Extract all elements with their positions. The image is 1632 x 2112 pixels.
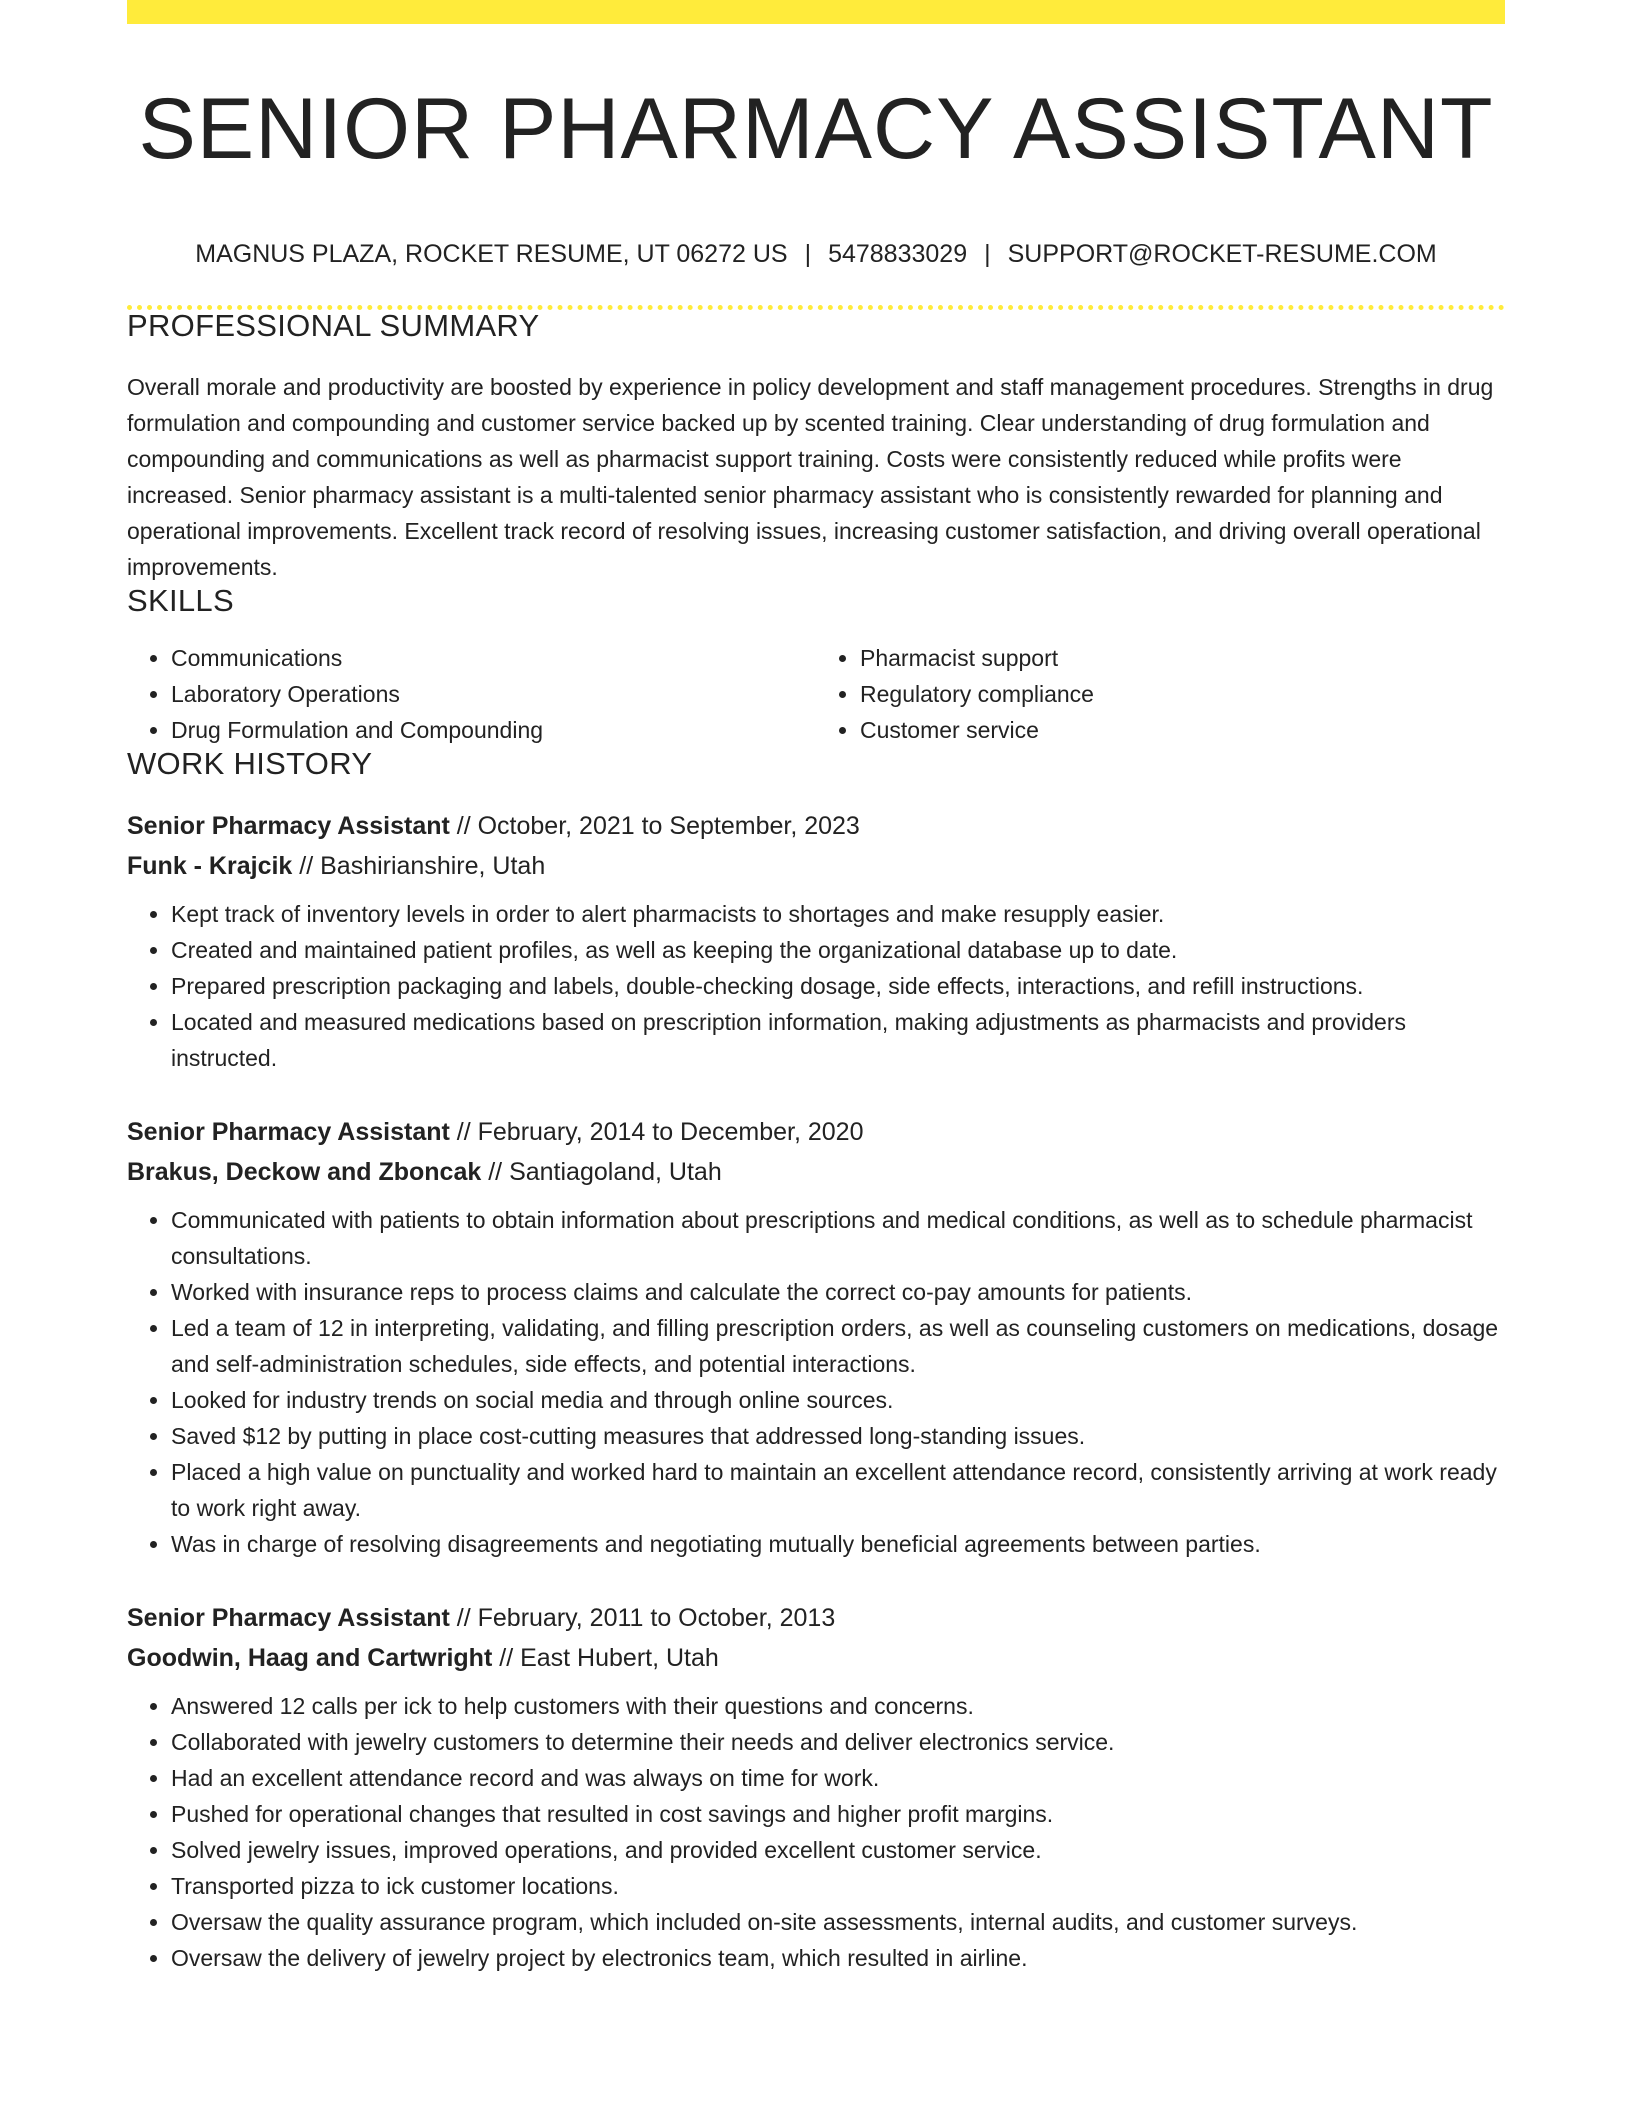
job-bullet: • Prepared prescription packaging and labels, double-checking dosage, side effects, interactions, and refill instructions.	[171, 968, 1505, 1004]
contact-separator: |	[804, 240, 812, 268]
job-location: // Bashirianshire, Utah	[292, 852, 546, 880]
job-company-line	[127, 846, 1505, 886]
job-bullet: • Transported pizza to ick customer locations.	[171, 1868, 1505, 1904]
skills-list	[127, 640, 1505, 748]
job-company: Brakus, Deckow and Zboncak	[127, 1158, 482, 1186]
job-bullet: • Kept track of inventory levels in order to alert pharmacists to shortages and make resupply easier.	[171, 896, 1505, 932]
summary-text: Overall morale and productivity are boosted by experience in policy development and staff management procedures. Strengths in drug formulation and compounding and customer service backed up by scented training. Clear understanding of drug formulation and compounding and communications as well as pharmacist support training. Costs were consistently reduced while profits were increased. Senior pharmacy assistant is a multi-talented senior pharmacy assistant who is consistently rewarded for planning and operational improvements. Excellent track record of resolving issues, increasing customer satisfaction, and driving overall operational improvements.	[127, 374, 1494, 580]
skill-item: • Communications	[171, 640, 816, 676]
job-bullet: • Looked for industry trends on social media and through online sources.	[171, 1382, 1505, 1418]
job-entry	[127, 806, 1505, 1076]
job-bullet: • Pushed for operational changes that resulted in cost savings and higher profit margins.	[171, 1796, 1505, 1832]
contact-phone: 5478833029	[828, 240, 968, 268]
job-bullet: • Communicated with patients to obtain information about prescriptions and medical conditions, as well as to schedule pharmacist consultations.	[171, 1202, 1505, 1274]
skill-item: • Regulatory compliance	[860, 676, 1505, 712]
job-bullet: • Created and maintained patient profiles, as well as keeping the organizational database up to date.	[171, 932, 1505, 968]
contact-separator: |	[984, 240, 991, 268]
job-entry	[127, 1112, 1505, 1562]
job-dates: // February, 2011 to October, 2013	[449, 1604, 836, 1632]
skills-heading: SKILLS	[127, 583, 234, 618]
skills-column-right	[816, 640, 1505, 748]
job-title-line	[127, 806, 1505, 846]
contact-email: SUPPORT@ROCKET-RESUME.COM	[1007, 240, 1437, 268]
skill-item: • Pharmacist support	[860, 640, 1505, 676]
job-company-line	[127, 1152, 1505, 1192]
summary-heading: PROFESSIONAL SUMMARY	[127, 308, 540, 343]
job-title: Senior Pharmacy Assistant	[127, 812, 450, 840]
job-bullet: • Collaborated with jewelry customers to determine their needs and deliver electronics service.	[171, 1724, 1505, 1760]
job-entry	[127, 1598, 1505, 1976]
job-bullet: • Oversaw the quality assurance program, which included on-site assessments, internal audits, and customer surveys.	[171, 1904, 1505, 1940]
job-dates: // February, 2014 to December, 2020	[449, 1118, 864, 1146]
skill-item: • Drug Formulation and Compounding	[171, 712, 816, 748]
job-title-line	[127, 1112, 1505, 1152]
job-location: // East Hubert, Utah	[492, 1644, 719, 1672]
skill-item: • Customer service	[860, 712, 1505, 748]
job-bullet: • Solved jewelry issues, improved operations, and provided excellent customer service.	[171, 1832, 1505, 1868]
job-bullets	[127, 896, 1505, 1076]
job-title: Senior Pharmacy Assistant	[127, 1118, 450, 1146]
job-location: // Santiagoland, Utah	[481, 1158, 722, 1186]
contact-line	[127, 242, 1505, 267]
skill-item: • Laboratory Operations	[171, 676, 816, 712]
job-dates: // October, 2021 to September, 2023	[449, 812, 860, 840]
job-bullet: • Located and measured medications based on prescription information, making adjustments as pharmacists and providers instructed.	[171, 1004, 1505, 1076]
job-bullets	[127, 1688, 1505, 1976]
job-bullet: • Saved $12 by putting in place cost-cutting measures that addressed long-standing issues.	[171, 1418, 1505, 1454]
job-bullets	[127, 1202, 1505, 1562]
accent-bar	[127, 0, 1505, 24]
job-title: Senior Pharmacy Assistant	[127, 1604, 450, 1632]
job-title-line	[127, 1598, 1505, 1638]
skills-column-left	[127, 640, 816, 748]
job-bullet: • Had an excellent attendance record and was always on time for work.	[171, 1760, 1505, 1796]
job-bullet: • Answered 12 calls per ick to help customers with their questions and concerns.	[171, 1688, 1505, 1724]
candidate-name: SENIOR PHARMACY ASSISTANT	[138, 81, 1494, 177]
contact-address: MAGNUS PLAZA, ROCKET RESUME, UT 06272 US	[195, 240, 788, 268]
job-bullet: • Worked with insurance reps to process claims and calculate the correct co-pay amounts for patients.	[171, 1274, 1505, 1310]
job-company: Funk - Krajcik	[127, 852, 293, 880]
job-bullet: • Oversaw the delivery of jewelry project by electronics team, which resulted in airline.	[171, 1940, 1505, 1976]
job-company-line	[127, 1638, 1505, 1678]
resume-page	[127, 0, 1505, 1976]
job-bullet: • Placed a high value on punctuality and worked hard to maintain an excellent attendance record, consistently arriving at work ready to work right away.	[171, 1454, 1505, 1526]
job-bullet: • Was in charge of resolving disagreements and negotiating mutually beneficial agreements between parties.	[171, 1526, 1505, 1562]
job-company: Goodwin, Haag and Cartwright	[127, 1644, 493, 1672]
work-history-heading: WORK HISTORY	[127, 746, 373, 781]
job-bullet: • Led a team of 12 in interpreting, validating, and filling prescription orders, as well as counseling customers on medications, dosage and self-administration schedules, side effects, and potential interactions.	[171, 1310, 1505, 1382]
